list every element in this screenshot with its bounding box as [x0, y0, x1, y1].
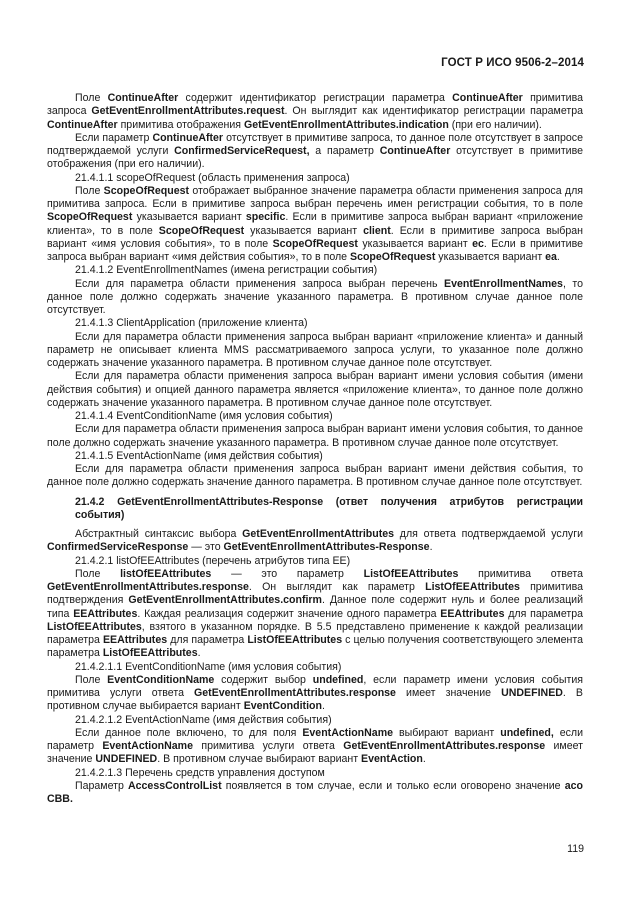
text-run: . Каждая реализация содержит значение одного параметра: [137, 607, 441, 620]
section-heading: 21.4.2 GetEventEnrollmentAttributes-Response (ответ получения атрибутов регистрации события): [75, 495, 583, 521]
paragraph: [47, 410, 583, 423]
bold-term: UNDEFINED: [501, 687, 563, 699]
bold-term: GetEventEnrollmentAttributes-Response: [223, 541, 430, 554]
bold-term: AccessControlList: [128, 779, 222, 792]
paragraphs-group-1: [47, 92, 583, 490]
paragraph: [47, 278, 583, 318]
bold-term: ScopeOfRequest: [103, 184, 190, 197]
text-run: примитива услуги ответа: [193, 740, 344, 752]
paragraph: [47, 727, 583, 767]
text-run: 21.4.2.1.1 EventConditionName (имя условия события): [75, 660, 342, 673]
paragraphs-group-2: [47, 528, 583, 806]
text-run: 21.4.2.1.3 Перечень средств управления доступом: [75, 766, 325, 779]
text-run: если параметр: [47, 726, 584, 752]
text-run: имеет значение: [395, 687, 502, 699]
paragraph: [47, 463, 583, 490]
text-run: указывается вариант: [244, 224, 364, 237]
text-run: примитива запроса: [47, 92, 583, 118]
paragraph: [47, 317, 583, 330]
text-run: — это: [188, 541, 224, 554]
bold-term: ContinueAfter: [152, 131, 224, 144]
text-run: для параметра: [504, 607, 584, 620]
bold-term: ContinueAfter: [452, 92, 523, 104]
bold-term: ScopeOfRequest: [158, 224, 245, 237]
text-run: . В противном случае выбирают вариант: [157, 753, 362, 766]
text-run: , то данное поле должно содержать значение указанного параметра. В противном случае данное поле отсутствует.: [47, 277, 583, 316]
text-run: .: [429, 541, 433, 554]
paragraph: [47, 767, 583, 780]
bold-term: EEAttributes: [73, 607, 138, 620]
text-run: Если для параметра области применения запроса выбран вариант имени условия события (имени действия события) и опцией данного параметра является «приложение клиента», то данное поле должно содержать значение указанного параметра. В противном случае данное поле отсутствует.: [47, 370, 583, 409]
text-run: примитива ответа: [458, 567, 583, 580]
text-run: имеет значение: [47, 740, 583, 766]
paragraph: [47, 185, 583, 265]
bold-term: GetEventEnrollmentAttributes.indication: [244, 118, 449, 131]
bold-term: EventConditionName: [107, 673, 215, 686]
bold-term: ListOfEEAttributes: [102, 647, 198, 660]
paragraph: [47, 132, 583, 172]
text-run: .: [556, 251, 560, 263]
paragraph: [47, 331, 583, 371]
text-run: . Если в примитиве запроса выбран вариант «приложение клиента», то в поле: [47, 211, 583, 237]
bold-term: ScopeOfRequest: [350, 251, 436, 263]
text-run: 21.4.2.1 listOfEEAttributes (перечень атрибутов типа EE): [75, 554, 351, 567]
bold-term: EventActionName: [302, 726, 394, 739]
text-run: .: [197, 647, 201, 660]
bold-term: ConfirmedServiceResponse: [47, 541, 189, 554]
text-run: — это параметр: [211, 567, 364, 580]
bold-term: ContinueAfter: [47, 118, 118, 131]
bold-term: specific: [245, 211, 286, 224]
text-run: , если параметр имени условия события примитива услуги ответа: [47, 673, 583, 699]
text-run: , взятого в указанном порядке. В 5.5 представлено применение к каждой реализации параметра: [47, 620, 583, 646]
paragraph: [47, 674, 583, 714]
text-run: Если для параметра области применения запроса выбран перечень: [75, 277, 445, 290]
bold-term: undefined,: [500, 726, 554, 739]
bold-term: GetEventEnrollmentAttributes.response: [47, 581, 249, 593]
bold-term: ConfirmedServiceRequest,: [174, 145, 310, 157]
text-run: Если для параметра области применения запроса выбран вариант имени действия события, то данное поле должно содержать значение данного параметра. В противном случае данное поле отсутствует.: [47, 463, 583, 489]
text-run: Поле: [75, 673, 108, 686]
text-run: 21.4.2.1.2 EventActionName (имя действия события): [75, 713, 332, 726]
text-run: . Если в примитиве запроса выбран вариант «имя действия события», то в поле: [47, 237, 583, 263]
text-run: появляется в том случае, если и только если оговорено значение: [221, 779, 565, 792]
bold-term: GetEventEnrollmentAttributes.confirm: [128, 594, 322, 607]
text-run: для ответа подтверждаемой услуги: [394, 528, 583, 540]
paragraph: [47, 714, 583, 727]
paragraph: [47, 370, 583, 410]
paragraph: [47, 423, 583, 450]
text-run: .: [321, 700, 325, 713]
bold-term: listOfEEAttributes: [120, 567, 212, 580]
document-header: ГОСТ Р ИСО 9506-2–2014: [441, 57, 584, 69]
bold-term: ListOfEEAttributes: [47, 620, 142, 633]
paragraph: [47, 780, 583, 807]
bold-term: ScopeOfRequest: [272, 237, 358, 250]
bold-term: ea: [545, 251, 557, 263]
bold-term: aco CBB.: [47, 779, 583, 805]
text-run: отсутствует в примитиве запроса, то данное поле отсутствует в запросе подтверждаемой услуги: [47, 131, 583, 157]
text-run: . Если в примитиве запроса выбран вариант «имя условия события», то в поле: [47, 224, 584, 250]
text-run: указывается вариант: [357, 237, 473, 250]
paragraph: [47, 264, 583, 277]
text-run: Поле: [75, 567, 121, 580]
text-run: 21.4.1.3 ClientApplication (приложение клиента): [75, 317, 308, 330]
text-run: . Он выглядит как идентификатор регистрации параметра: [284, 105, 583, 118]
text-run: . Данное поле содержит нуль и более реализаций типа: [47, 594, 583, 620]
bold-term: ec: [472, 237, 484, 250]
text-run: (при его наличии).: [448, 118, 542, 131]
text-run: . Он выглядит как параметр: [248, 581, 426, 593]
paragraph: [47, 92, 583, 132]
text-run: Если параметр: [75, 131, 153, 144]
text-run: Абстрактный синтаксис выбора: [75, 528, 243, 540]
bold-term: GetEventEnrollmentAttributes.request: [91, 105, 285, 118]
bold-term: EEAttributes: [440, 607, 505, 620]
bold-term: EventEnrollmentNames: [444, 277, 563, 290]
bold-term: undefined: [312, 673, 364, 686]
bold-term: ScopeOfRequest: [47, 211, 133, 224]
bold-term: EventAction: [361, 753, 423, 766]
bold-term: ContinueAfter: [379, 145, 451, 157]
bold-term: ContinueAfter: [107, 92, 179, 104]
bold-term: UNDEFINED: [95, 753, 158, 766]
text-run: отсутствует в примитиве отображения (при его наличии).: [47, 145, 583, 171]
bold-term: client: [363, 224, 391, 237]
text-run: .: [422, 753, 426, 766]
page-number: 119: [567, 843, 584, 855]
paragraph: [47, 568, 583, 661]
text-run: . В противном случае выбирается вариант: [47, 687, 583, 713]
paragraph: [47, 450, 583, 463]
bold-term: EventActionName: [102, 740, 193, 752]
text-run: Если для параметра области применения запроса выбран вариант «приложение клиента» и данный параметр не описывает клиента MMS рассматриваемого запроса услуги, то указанное поле должно содержать значение указанного параметра. В противном случае данное поле отсутствует.: [47, 330, 583, 369]
text-run: содержит идентификатор регистрации параметра: [178, 92, 453, 104]
text-run: с целью получения соответствующего элемента параметра: [47, 634, 583, 660]
text-run: 21.4.1.1 scopeOfRequest (область применения запроса): [75, 171, 350, 184]
document-body: [47, 92, 583, 806]
text-run: Параметр: [75, 779, 128, 792]
text-run: 21.4.1.5 EventActionName (имя действия события): [75, 449, 323, 462]
text-run: указывается вариант: [132, 211, 246, 224]
text-run: Поле: [75, 92, 108, 104]
paragraph: [47, 555, 583, 568]
bold-term: ListOfEEAttributes: [425, 581, 520, 593]
text-run: выбирают вариант: [393, 726, 501, 739]
bold-term: GetEventEnrollmentAttributes.response: [343, 740, 546, 752]
bold-term: GetEventEnrollmentAttributes.response: [194, 687, 396, 699]
text-run: 21.4.1.4 EventConditionName (имя условия события): [75, 410, 333, 422]
text-run: а параметр: [309, 145, 380, 157]
paragraph: [47, 528, 583, 555]
bold-term: EEAttributes: [102, 634, 168, 646]
text-run: содержит выбор: [214, 673, 313, 686]
text-run: указывается вариант: [435, 251, 546, 263]
bold-term: GetEventEnrollmentAttributes: [242, 528, 395, 540]
bold-term: ListOfEEAttributes: [363, 567, 459, 580]
text-run: Если для параметра области применения запроса выбран вариант имени условия события, то данное поле должно содержать значение указанного параметра. В противном случае данное поле отсутствует.: [47, 423, 583, 449]
text-run: примитива подтверждения: [47, 581, 583, 607]
text-run: примитива отображения: [117, 118, 244, 131]
text-run: для параметра: [167, 634, 248, 646]
text-run: Поле: [75, 184, 104, 197]
text-run: 21.4.1.2 EventEnrollmentNames (имена регистрации события): [75, 264, 378, 277]
paragraph: [47, 172, 583, 185]
text-run: отображает выбранное значение параметра области применения запроса для примитива запроса. Если в примитиве запроса выбран перечень имен регистрации события, то в поле: [47, 184, 583, 210]
paragraph: [47, 661, 583, 674]
bold-term: ListOfEEAttributes: [247, 634, 343, 646]
text-run: Если данное поле включено, то для поля: [75, 726, 303, 739]
bold-term: EventCondition: [243, 700, 322, 713]
